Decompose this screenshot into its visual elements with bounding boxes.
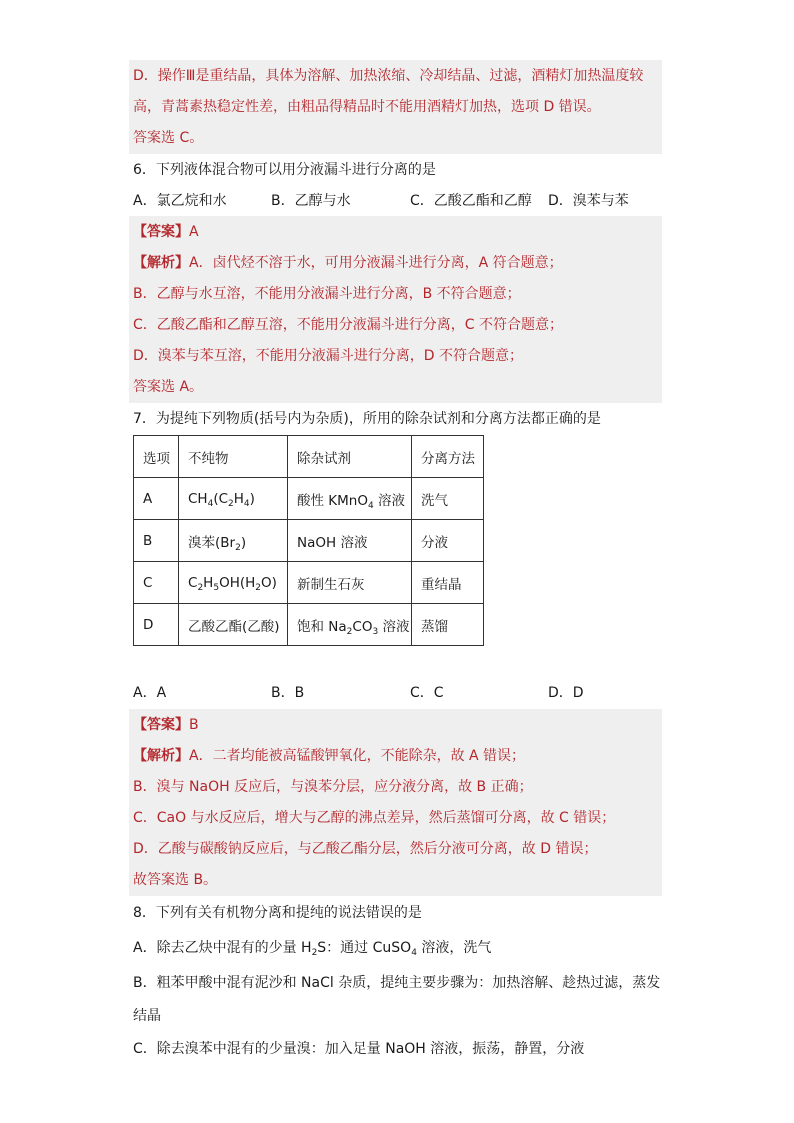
- q7-analysis-d: D．乙酸与碳酸钠反应后，与乙酸乙酯分层，然后分液可分离，故 D 错误；: [133, 841, 598, 857]
- cell-method: 重结晶: [412, 562, 484, 604]
- header-method: 分离方法: [412, 436, 484, 478]
- q7-analysis-a-text: A．二者均能被高锰酸钾氧化，不能除杂，故 A 错误；: [189, 748, 526, 764]
- q7-answer: [133, 710, 199, 741]
- q7-analysis-c: C．CaO 与水反应后，增大与乙醇的沸点差异，然后蒸馏可分离，故 C 错误；: [133, 810, 616, 826]
- q5-option-d-line1: D．操作Ⅲ是重结晶，具体为溶解、加热浓缩、冷却结晶、过滤，酒精灯加热温度较: [133, 68, 644, 84]
- q6-option-b: B．乙醇与水: [271, 193, 351, 209]
- q7-answer-value: B: [189, 717, 199, 733]
- q6-option-c: C．乙酸乙酯和乙醇: [410, 193, 532, 209]
- table-row: [134, 562, 484, 604]
- q8-option-a: A．除去乙炔中混有的少量 $H_2S$：通过 CuSO$_4$ 溶液，洗气: [133, 940, 492, 958]
- cell-impure: $C_2H_5OH(H_2O)$: [179, 562, 288, 604]
- table-row: [134, 478, 484, 520]
- q7-option-d: D．D: [548, 685, 584, 701]
- q8-option-c: C．除去溴苯中混有的少量溴：加入足量 NaOH 溶液，振荡，静置，分液: [133, 1041, 585, 1057]
- table-row: [134, 520, 484, 562]
- q8-option-b-line2: 结晶: [133, 1008, 161, 1024]
- q7-analysis-b: B．溴与 NaOH 反应后，与溴苯分层，应分液分离，故 B 正确；: [133, 779, 533, 795]
- analysis-tag: 【解析】: [133, 748, 189, 764]
- q6-answer-value: A: [189, 224, 199, 240]
- q6-analysis-a-text: A．卤代烃不溶于水，可用分液漏斗进行分离，A 符合题意；: [189, 255, 563, 271]
- analysis-tag: 【解析】: [133, 255, 189, 271]
- q5-conclusion: 答案选 C。: [133, 130, 204, 146]
- cell-method: 蒸馏: [412, 604, 484, 646]
- q6-analysis-b: B．乙醇与水互溶，不能用分液漏斗进行分离，B 不符合题意；: [133, 286, 521, 302]
- q5-option-d-line2: 高，青蒿素热稳定性差，由粗品得精品时不能用酒精灯加热，选项 D 错误。: [133, 99, 601, 115]
- cell-option: C: [134, 562, 179, 604]
- table-row: [134, 604, 484, 646]
- q6-analysis-a: [133, 248, 563, 279]
- q7-stem: 7．为提纯下列物质(括号内为杂质)，所用的除杂试剂和分离方法都正确的是: [133, 411, 601, 427]
- q6-stem: 6．下列液体混合物可以用分液漏斗进行分离的是: [133, 162, 436, 178]
- q7-option-b: B．B: [271, 685, 305, 701]
- q6-option-d: D．溴苯与苯: [548, 193, 629, 209]
- cell-option: B: [134, 520, 179, 562]
- q7-option-a: A．A: [133, 685, 167, 701]
- q8-stem: 8．下列有关有机物分离和提纯的说法错误的是: [133, 905, 422, 921]
- q7-option-c: C．C: [410, 685, 444, 701]
- cell-method: 分液: [412, 520, 484, 562]
- table-header-row: [134, 436, 484, 478]
- q6-option-a: A．氯乙烷和水: [133, 193, 227, 209]
- q7-analysis-a: [133, 741, 525, 772]
- cell-reagent: 酸性 KMnO$_4$ 溶液: [288, 478, 412, 520]
- q6-answer: [133, 217, 199, 248]
- q7-table: [133, 435, 484, 646]
- cell-option: A: [134, 478, 179, 520]
- header-impure: 不纯物: [179, 436, 288, 478]
- cell-impure: 乙酸乙酯(乙酸): [179, 604, 288, 646]
- answer-tag: 【答案】: [133, 224, 189, 240]
- cell-impure: $CH_4(C_2H_4)$: [179, 478, 288, 520]
- answer-tag: 【答案】: [133, 717, 189, 733]
- cell-reagent: 饱和 $Na_2CO_3$ 溶液: [288, 604, 412, 646]
- q7-conclusion: 故答案选 B。: [133, 872, 218, 888]
- cell-reagent: NaOH 溶液: [288, 520, 412, 562]
- q6-options: [133, 186, 663, 217]
- q6-conclusion: 答案选 A。: [133, 379, 204, 395]
- header-reagent: 除杂试剂: [288, 436, 412, 478]
- cell-method: 洗气: [412, 478, 484, 520]
- header-option: 选项: [134, 436, 179, 478]
- q8-option-b-line1: B．粗苯甲酸中混有泥沙和 NaCl 杂质，提纯主要步骤为：加热溶解、趁热过滤，蒸发: [133, 975, 661, 991]
- q7-options: [133, 678, 663, 709]
- cell-reagent: 新制生石灰: [288, 562, 412, 604]
- cell-option: D: [134, 604, 179, 646]
- cell-impure: 溴苯$(Br_2)$: [179, 520, 288, 562]
- q6-analysis-c: C．乙酸乙酯和乙醇互溶，不能用分液漏斗进行分离，C 不符合题意；: [133, 317, 563, 333]
- q6-analysis-d: D．溴苯与苯互溶，不能用分液漏斗进行分离，D 不符合题意；: [133, 348, 524, 364]
